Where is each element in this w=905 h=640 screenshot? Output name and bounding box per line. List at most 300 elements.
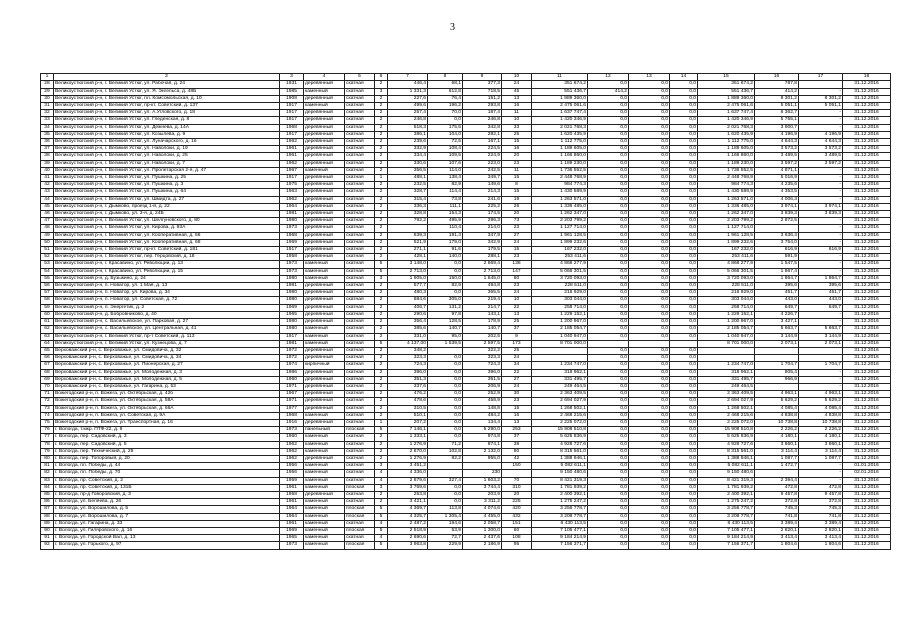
table-cell: скатная xyxy=(345,211,375,218)
table-cell: 1 234 747,0 xyxy=(532,362,588,369)
table-cell: 26 xyxy=(502,203,532,210)
table-cell: 2 186,9 xyxy=(463,542,502,549)
table-cell: 1961 xyxy=(280,499,304,506)
table-cell: 1 112 775,0 xyxy=(698,139,755,146)
table-cell: 318 962,1 xyxy=(698,369,755,376)
table-cell: 73,8 xyxy=(428,196,463,203)
table-cell: 31.12.2016 xyxy=(843,319,891,326)
table-cell: 2 694 027,9 xyxy=(532,398,588,405)
table-cell: 351,3 xyxy=(388,376,428,383)
table-cell: Великоустюгский р-н, г. Великий Устюг, ул. Пролетарская 2-я, д. 47 xyxy=(54,167,280,174)
table-cell: 2 073,1 xyxy=(755,340,799,347)
table-cell: 1 200 967,0 xyxy=(698,319,755,326)
table-row xyxy=(41,268,891,275)
table-cell: 0,0 xyxy=(629,455,670,462)
table-cell: 2 690,6 xyxy=(388,535,428,542)
table-cell: 257,4 xyxy=(388,110,428,117)
table-cell: 0,0 xyxy=(629,189,670,196)
table-cell: 4 353,5 xyxy=(755,189,799,196)
table-cell: - xyxy=(799,261,843,268)
table-cell: - xyxy=(799,268,843,275)
table-cell: 1 189 230,0 xyxy=(698,160,755,167)
table-cell: 1986 xyxy=(280,369,304,376)
table-row xyxy=(41,117,891,124)
table-cell: 4 226,7 xyxy=(755,311,799,318)
table-cell: 1 704,7 xyxy=(755,362,799,369)
table-cell: Великоустюгский р-н, г. Великий Устюг, пер. Герцовский, д. 18 xyxy=(54,254,280,261)
table-cell: скатная xyxy=(345,398,375,405)
table-cell: каменный xyxy=(304,477,345,484)
table-cell: 310,5 xyxy=(388,405,428,412)
table-cell: 253 xyxy=(502,427,532,434)
table-cell: каменный xyxy=(304,520,345,527)
table-cell: 67 xyxy=(41,362,54,369)
table-cell: 2 400 392,1 xyxy=(532,491,588,498)
table-cell: 724,3 xyxy=(463,362,502,369)
table-cell: 73 xyxy=(502,218,532,225)
table-cell xyxy=(388,225,428,232)
table-row xyxy=(41,153,891,160)
table-cell: 1962 xyxy=(280,441,304,448)
table-cell: деревянный xyxy=(304,419,345,426)
table-cell: 31.12.2016 xyxy=(843,268,891,275)
table-cell: 8 315 561,0 xyxy=(698,448,755,455)
table-cell: каменный xyxy=(304,535,345,542)
table-cell: 77 xyxy=(41,434,54,441)
table-cell: 0,0 xyxy=(588,275,629,282)
table-cell: 31.12.2016 xyxy=(843,513,891,520)
table-cell: 1961 xyxy=(280,484,304,491)
table-cell: 76,4 xyxy=(428,95,463,102)
table-cell: 37 xyxy=(41,146,54,153)
table-cell: 0,0 xyxy=(629,182,670,189)
table-cell: Великоустюгский р-н, г. Великий Устюг, ул. Шелгуновского, д. 80 xyxy=(54,218,280,225)
table-cell: 1 637 747,4 xyxy=(698,110,755,117)
table-cell: 72,7 xyxy=(428,535,463,542)
table-cell: 31.12.2016 xyxy=(843,218,891,225)
table-cell: 0,0 xyxy=(588,103,629,110)
table-cell: 4 xyxy=(375,535,388,542)
table-cell xyxy=(799,355,843,362)
table-cell: 9 150 480,6 xyxy=(532,470,588,477)
table-cell: 4 838,8 xyxy=(799,412,843,419)
table-cell: 0,0 xyxy=(629,355,670,362)
table-cell: 3 489,5 xyxy=(755,153,799,160)
table-cell: г. Вологда, пр. Советский, д. 2 xyxy=(54,477,280,484)
table-cell: 0,0 xyxy=(588,434,629,441)
table-cell: 80 xyxy=(502,275,532,282)
table-cell: 591,9 xyxy=(755,254,799,261)
table-cell: 2 363 409,5 xyxy=(698,391,755,398)
table-cell: деревянный xyxy=(304,304,345,311)
table-cell: 0,0 xyxy=(428,427,463,434)
table-cell: 179,0 xyxy=(428,239,463,246)
table-cell: 23 xyxy=(502,160,532,167)
table-cell: 0,0 xyxy=(588,124,629,131)
table-cell: 9 457,8 xyxy=(799,491,843,498)
table-cell: 0,0 xyxy=(588,355,629,362)
table-cell: 0,0 xyxy=(670,484,698,491)
table-cell: 1 268 502,1 xyxy=(698,405,755,412)
table-cell: 0,0 xyxy=(629,261,670,268)
table-cell: 173 xyxy=(502,340,532,347)
table-cell: 2 225 072,0 xyxy=(698,419,755,426)
table-cell: 1981 xyxy=(280,283,304,290)
table-cell: 31.12.2016 xyxy=(843,103,891,110)
table-cell: 151,2 xyxy=(463,95,502,102)
table-cell: 167,1 xyxy=(463,139,502,146)
table-cell: 3 839,3 xyxy=(799,211,843,218)
table-row xyxy=(41,448,891,455)
table-cell: 0,0 xyxy=(588,196,629,203)
table-cell: 1975 xyxy=(280,182,304,189)
table-cell: 40 xyxy=(41,167,54,174)
table-cell: 0,0 xyxy=(588,81,629,88)
table-cell: 451,7 xyxy=(755,290,799,297)
table-cell: 1 263 571,0 xyxy=(532,196,588,203)
table-cell: 0,0 xyxy=(670,513,698,520)
table-cell: 0,0 xyxy=(588,419,629,426)
table-cell: 1 189 230,0 xyxy=(532,160,588,167)
table-cell: 0,0 xyxy=(588,247,629,254)
table-cell: 3 xyxy=(375,463,388,470)
column-number-cell: 12 xyxy=(588,74,629,81)
table-cell: 0,0 xyxy=(629,535,670,542)
table-cell: скатная xyxy=(345,261,375,268)
table-row xyxy=(41,196,891,203)
table-cell xyxy=(755,355,799,362)
table-cell: - xyxy=(799,196,843,203)
table-cell: 0,0 xyxy=(670,419,698,426)
table-cell: 955,0 xyxy=(463,455,502,462)
table-cell: 85 xyxy=(41,491,54,498)
table-cell: 60 xyxy=(41,311,54,318)
table-cell: 0,0 xyxy=(629,254,670,261)
column-number-cell: 11 xyxy=(532,74,588,81)
table-cell: каменный xyxy=(304,499,345,506)
column-number-cell: 10 xyxy=(502,74,532,81)
table-cell: 4 868 277,9 xyxy=(698,261,755,268)
table-cell: 356,5 xyxy=(388,167,428,174)
table-cell: 2 226,2 xyxy=(799,427,843,434)
table-cell: 0,0 xyxy=(670,463,698,470)
table-cell: 1962 xyxy=(280,196,304,203)
table-cell: г. Вологда, пр-д Говоровский, д. 3 xyxy=(54,491,280,498)
table-cell: 5 xyxy=(375,340,388,347)
table-cell: 253,8 xyxy=(388,491,428,498)
table-cell: скатная xyxy=(345,369,375,376)
table-cell: 310 xyxy=(502,484,532,491)
table-cell: 31.12.2016 xyxy=(843,81,891,88)
table-cell: 0,0 xyxy=(629,167,670,174)
table-cell: 2 713,0 xyxy=(463,268,502,275)
table-cell: 0,0 xyxy=(670,218,698,225)
table-cell: скатная xyxy=(345,520,375,527)
table-cell: деревянный xyxy=(304,218,345,225)
table-cell: 13 xyxy=(502,95,532,102)
table-cell: 22 xyxy=(502,304,532,311)
table-cell: 31.12.2016 xyxy=(843,434,891,441)
table-cell: - xyxy=(799,383,843,390)
table-cell: 95 xyxy=(502,542,532,549)
table-cell: 57 xyxy=(41,290,54,297)
table-cell: 3 114,4 xyxy=(799,448,843,455)
table-cell: 24 xyxy=(502,81,532,88)
table-cell: 31.12.2016 xyxy=(843,131,891,138)
table-cell: 175,5 xyxy=(428,124,463,131)
table-cell: - xyxy=(799,470,843,477)
table-cell: 1917 xyxy=(280,103,304,110)
table-cell: - xyxy=(799,124,843,131)
table-cell: 2 437,6 xyxy=(463,535,502,542)
table-cell: 89 xyxy=(41,520,54,527)
table-cell: Великоустюгский р-н, г. Великий Устюг, ул. Кооперативная, д. 68 xyxy=(54,239,280,246)
table-cell: 34 xyxy=(41,124,54,131)
table-cell: 0,0 xyxy=(670,124,698,131)
table-cell: 75 xyxy=(41,419,54,426)
table-cell: 0,0 xyxy=(588,268,629,275)
table-cell: 0,0 xyxy=(670,268,698,275)
table-cell: деревянный xyxy=(304,203,345,210)
table-cell: - xyxy=(799,110,843,117)
table-cell: Верховажский р-н, с. Верховажье, ул. Смидовича, д. 34 xyxy=(54,355,280,362)
table-cell: 0,0 xyxy=(629,419,670,426)
table-cell: 9 184 214,9 xyxy=(698,535,755,542)
table-cell: 0,0 xyxy=(629,448,670,455)
table-cell: 0,0 xyxy=(629,434,670,441)
table-cell: Великоустюгский р-н, г. Великий Устюг, ул. Кирова, д. 93А xyxy=(54,225,280,232)
table-cell: 1 040 947,0 xyxy=(532,333,588,340)
table-cell: Великоустюгский р-н, г. Великий Устюг, пр-т Советский, д. 113 xyxy=(54,333,280,340)
table-cell: 31.12.2016 xyxy=(843,383,891,390)
table-cell: деревянный xyxy=(304,81,345,88)
table-cell: 1956 xyxy=(280,470,304,477)
table-cell: 3 144,9 xyxy=(799,333,843,340)
table-cell: 1960 xyxy=(280,376,304,383)
table-cell: каменный xyxy=(304,103,345,110)
table-cell: 0,0 xyxy=(428,398,463,405)
table-cell: 55 xyxy=(41,275,54,282)
table-cell: 253 411,6 xyxy=(532,254,588,261)
table-cell: 3 573,2 xyxy=(799,146,843,153)
table-cell: скатная xyxy=(345,275,375,282)
table-cell: 1917 xyxy=(280,110,304,117)
table-cell: 0,0 xyxy=(670,427,698,434)
column-number-cell: 14 xyxy=(670,74,698,81)
table-cell: 31.12.2016 xyxy=(843,491,891,498)
table-cell: 0,0 xyxy=(588,527,629,534)
table-cell: 2 xyxy=(375,455,388,462)
table-cell: скатная xyxy=(345,196,375,203)
table-cell: 6 362,7 xyxy=(755,110,799,117)
table-cell: 0,0 xyxy=(670,103,698,110)
table-cell: 1916 xyxy=(280,419,304,426)
table-row xyxy=(41,355,891,362)
table-cell: 0,0 xyxy=(588,254,629,261)
table-cell: 0,0 xyxy=(629,124,670,131)
table-cell: скатная xyxy=(345,160,375,167)
table-cell: плоская xyxy=(345,542,375,549)
table-cell: Великоустюгский р-н, г. Дымково, ул. 3-я, д. 24Б xyxy=(54,211,280,218)
table-row xyxy=(41,463,891,470)
table-cell: 0,0 xyxy=(428,268,463,275)
table-cell: 252,9 xyxy=(463,391,502,398)
table-cell: 1959 xyxy=(280,477,304,484)
column-number-cell: 9 xyxy=(463,74,502,81)
column-number-cell: 6 xyxy=(375,74,388,81)
table-cell: 315,4 xyxy=(388,196,428,203)
table-cell: деревянный xyxy=(304,311,345,318)
table-cell: Великоустюгский р-н, г. Великий Устюг, ул. Кооперативная, д. 56 xyxy=(54,232,280,239)
table-cell: 0,0 xyxy=(670,383,698,390)
housing-register-table xyxy=(40,73,891,550)
table-cell: 2 xyxy=(375,311,388,318)
table-cell: 0,0 xyxy=(670,448,698,455)
table-cell: г. Вологда, пер. Садовский, д. 3 xyxy=(54,434,280,441)
table-cell: 0,0 xyxy=(588,117,629,124)
table-cell: 2 xyxy=(375,347,388,354)
table-cell: 134,4 xyxy=(463,419,502,426)
table-cell: 31.12.2016 xyxy=(843,139,891,146)
table-cell: 2 475 061,6 xyxy=(532,103,588,110)
table-cell: 0,0 xyxy=(629,117,670,124)
table-cell: скатная xyxy=(345,419,375,426)
table-cell: 3 xyxy=(375,88,388,95)
table-cell: деревянный xyxy=(304,455,345,462)
table-cell: 62 xyxy=(41,326,54,333)
table-row xyxy=(41,412,891,419)
table-cell: 4 336,0 xyxy=(388,470,428,477)
table-cell: 70 xyxy=(502,477,532,484)
table-cell: г. Вологда, пр. Советский, д. 131Б xyxy=(54,484,280,491)
table-cell: 227,6 xyxy=(388,95,428,102)
table-cell: 2 xyxy=(375,95,388,102)
table-cell: 2 xyxy=(375,391,388,398)
table-row xyxy=(41,275,891,282)
table-cell: 0,0 xyxy=(629,160,670,167)
table-cell: 323,3 xyxy=(388,355,428,362)
table-cell: 1 262 347,0 xyxy=(698,211,755,218)
table-cell: 0,0 xyxy=(670,117,698,124)
table-cell: 31.12.2016 xyxy=(843,412,891,419)
table-cell: 1962 xyxy=(280,455,304,462)
table-cell: 2 679,6 xyxy=(388,477,428,484)
table-cell: 10 xyxy=(502,117,532,124)
table-cell: Великоустюгский р-н, г. Великий Устюг, ул. Наволоки, д. 19 xyxy=(54,146,280,153)
table-cell: 45 xyxy=(502,88,532,95)
table-cell: плоская xyxy=(345,427,375,434)
table-cell: 191,4 xyxy=(428,232,463,239)
table-cell: 72 xyxy=(41,398,54,405)
table-cell: Великоустюгский р-н, г. Великий Устюг, ул. Наволоки, д. 25 xyxy=(54,153,280,160)
column-number-cell: 17 xyxy=(799,74,843,81)
table-row xyxy=(41,470,891,477)
table-cell: 150,0 xyxy=(428,275,463,282)
table-cell: скатная xyxy=(345,232,375,239)
table-cell: 0,0 xyxy=(629,333,670,340)
table-cell: 4 868 277,9 xyxy=(532,261,588,268)
table-cell: 0,0 xyxy=(588,218,629,225)
table-cell: скатная xyxy=(345,225,375,232)
table-cell: Великоустюгский р-н, с. Васильевское, ул. Центральная, д. 41 xyxy=(54,326,280,333)
table-cell: 202,5 xyxy=(463,333,502,340)
table-cell: 2 363 409,5 xyxy=(532,391,588,398)
table-cell: 68 xyxy=(41,369,54,376)
table-row xyxy=(41,304,891,311)
table-cell: 2 xyxy=(375,110,388,117)
table-cell: 0,0 xyxy=(588,448,629,455)
table-cell: 0,0 xyxy=(588,297,629,304)
table-cell: деревянный xyxy=(304,391,345,398)
table-cell: 2 xyxy=(375,398,388,405)
table-cell: 9 xyxy=(502,333,532,340)
table-cell: 1 804,6 xyxy=(799,542,843,549)
table-cell: 216 929,0 xyxy=(532,290,588,297)
table-cell: 476,2 xyxy=(388,391,428,398)
table-cell: 5 016,9 xyxy=(755,175,799,182)
table-cell: 1 472,7 xyxy=(755,463,799,470)
table-cell: 1 603,2 xyxy=(463,477,502,484)
table-row xyxy=(41,160,891,167)
table-cell: Великоустюгский р-н, г. Великий Устюг, ул. Пушкина, д. 25 xyxy=(54,175,280,182)
table-cell: 1963 xyxy=(280,189,304,196)
table-cell: 31.12.2016 xyxy=(843,499,891,506)
table-cell: 178,9 xyxy=(463,319,502,326)
table-cell: 1985 xyxy=(280,88,304,95)
table-cell: - xyxy=(799,369,843,376)
table-cell: скатная xyxy=(345,405,375,412)
table-cell: скатная xyxy=(345,326,375,333)
table-row xyxy=(41,347,891,354)
table-cell: 0,0 xyxy=(629,247,670,254)
table-cell: 31.12.2016 xyxy=(843,211,891,218)
table-cell: 2 xyxy=(375,434,388,441)
table-cell: 0,0 xyxy=(588,499,629,506)
table-cell: 63 xyxy=(41,333,54,340)
table-cell: каменный xyxy=(304,513,345,520)
table-cell: 1969 xyxy=(280,304,304,311)
table-cell: 0,0 xyxy=(670,499,698,506)
table-cell: 31.12.2016 xyxy=(843,239,891,246)
table-cell: 1 305,4 xyxy=(428,513,463,520)
table-cell: 0,0 xyxy=(670,542,698,549)
table-cell: 1 620 435,9 xyxy=(698,131,755,138)
table-cell: 15 908 510,8 xyxy=(532,427,588,434)
table-cell: скатная xyxy=(345,117,375,124)
table-cell: 104,0 xyxy=(428,131,463,138)
table-cell: 167 232,0 xyxy=(532,247,588,254)
table-cell: 5 663,7 xyxy=(799,326,843,333)
table-cell: 377,3 xyxy=(463,81,502,88)
table-cell: 258 714,0 xyxy=(698,304,755,311)
table-cell: 4 074,6 xyxy=(463,506,502,513)
table-cell: 0,0 xyxy=(588,455,629,462)
table-cell: 0,0 xyxy=(588,398,629,405)
column-number-cell: 18 xyxy=(843,74,891,81)
table-cell: 0,0 xyxy=(588,167,629,174)
table-cell: 0,0 xyxy=(588,470,629,477)
table-cell: 2 xyxy=(375,376,388,383)
table-cell: 2 487,2 xyxy=(388,520,428,527)
table-cell: 131,2 xyxy=(428,304,463,311)
table-cell: 1 276,9 xyxy=(388,441,428,448)
table-cell: скатная xyxy=(345,290,375,297)
table-cell: 1 040 947,0 xyxy=(698,333,755,340)
table-cell xyxy=(755,225,799,232)
table-cell: 214,0 xyxy=(463,225,502,232)
table-cell: 0,0 xyxy=(670,239,698,246)
table-row xyxy=(41,297,891,304)
